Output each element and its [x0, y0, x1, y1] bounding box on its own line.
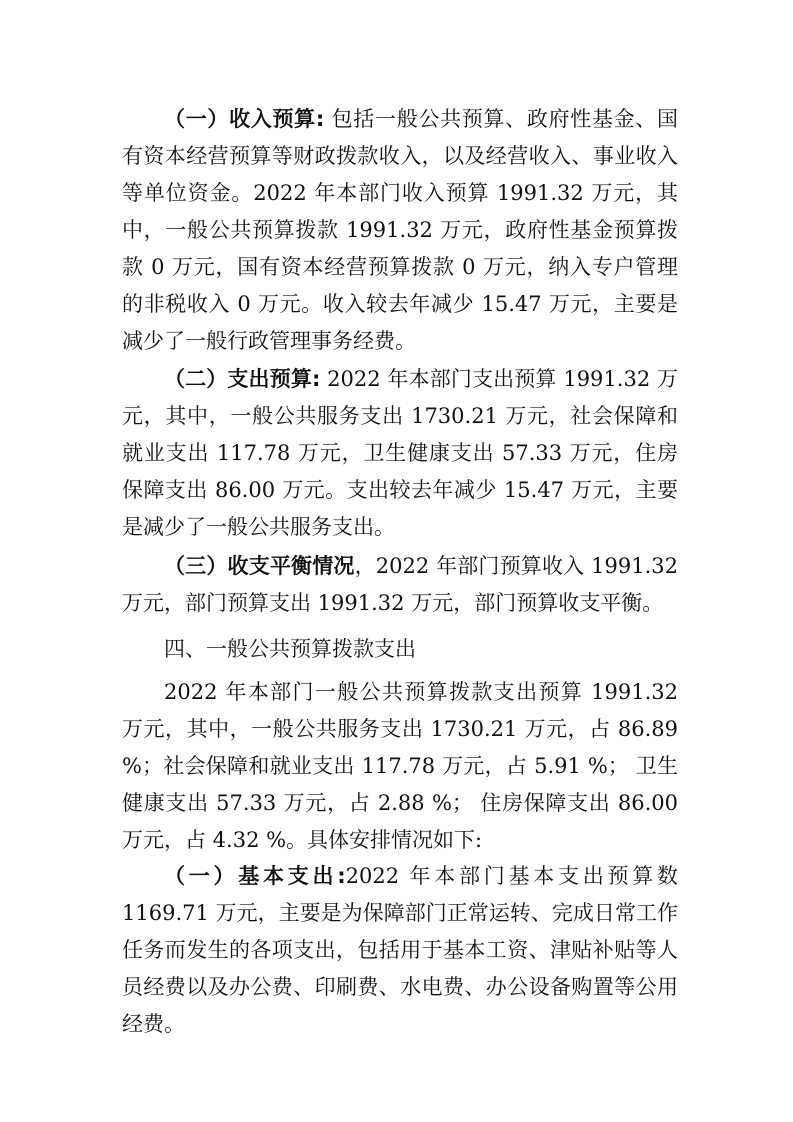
expenditure-budget-paragraph: [122, 361, 678, 546]
basic-expenditure-paragraph: [122, 858, 678, 1043]
expenditure-budget-text: 2022 年本部门支出预算 1991.32 万元，其中，一般公共服务支出 1730.21 万元，社会保障和就业支出 117.78 万元，卫生健康支出 57.33 万元，住房保障支出 86.00 万元。支出较去年减少 15.47 万元，主要是减少了一般公共服务支出。: [122, 367, 678, 539]
basic-expenditure-lead: （一）基本支出:: [164, 864, 346, 888]
basic-expenditure-text: 2022 年本部门基本支出预算数 1169.71 万元，主要是为保障部门正常运转、完成日常工作任务而发生的各项支出，包括用于基本工资、津贴补贴等人员经费以及办公费、印刷费、水电费、办公设备购置等公用经费。: [122, 864, 678, 1036]
balance-lead: （三）收支平衡情况: [164, 554, 355, 578]
income-budget-paragraph: [122, 101, 678, 360]
section-four-heading: 四、一般公共预算拨款支出: [164, 637, 416, 661]
income-budget-text: 包括一般公共预算、政府性基金、国有资本经营预算等财政拨款收入，以及经营收入、事业收入等单位资金。2022 年本部门收入预算 1991.32 万元，其中，一般公共预算拨款 1991.32 万元，政府性基金预算拨款 0 万元，国有资本经营预算拨款 0 万元，纳入专户管理的非税收入 0 万元。收入较去年减少 15.47 万元，主要是减少了一般行政管理事务经费。: [122, 107, 678, 353]
balance-paragraph: [122, 548, 678, 622]
expenditure-budget-lead: （二）支出预算:: [164, 367, 321, 391]
balance-text: ，2022 年部门预算收入 1991.32 万元，部门预算支出 1991.32 万元，部门预算收支平衡。: [122, 554, 678, 615]
general-budget-paragraph: 2022 年本部门一般公共预算拨款支出预算 1991.32 万元，其中，一般公共服务支出 1730.21 万元，占 86.89 %；社会保障和就业支出 117.78 万元，占 5.91 %； 卫生健康支出 57.33 万元，占 2.88 %； 住房保障支出 86.00 万元，占 4.32 %。具体安排情况如下:: [122, 680, 678, 852]
income-budget-lead: （一）收入预算:: [164, 107, 325, 131]
